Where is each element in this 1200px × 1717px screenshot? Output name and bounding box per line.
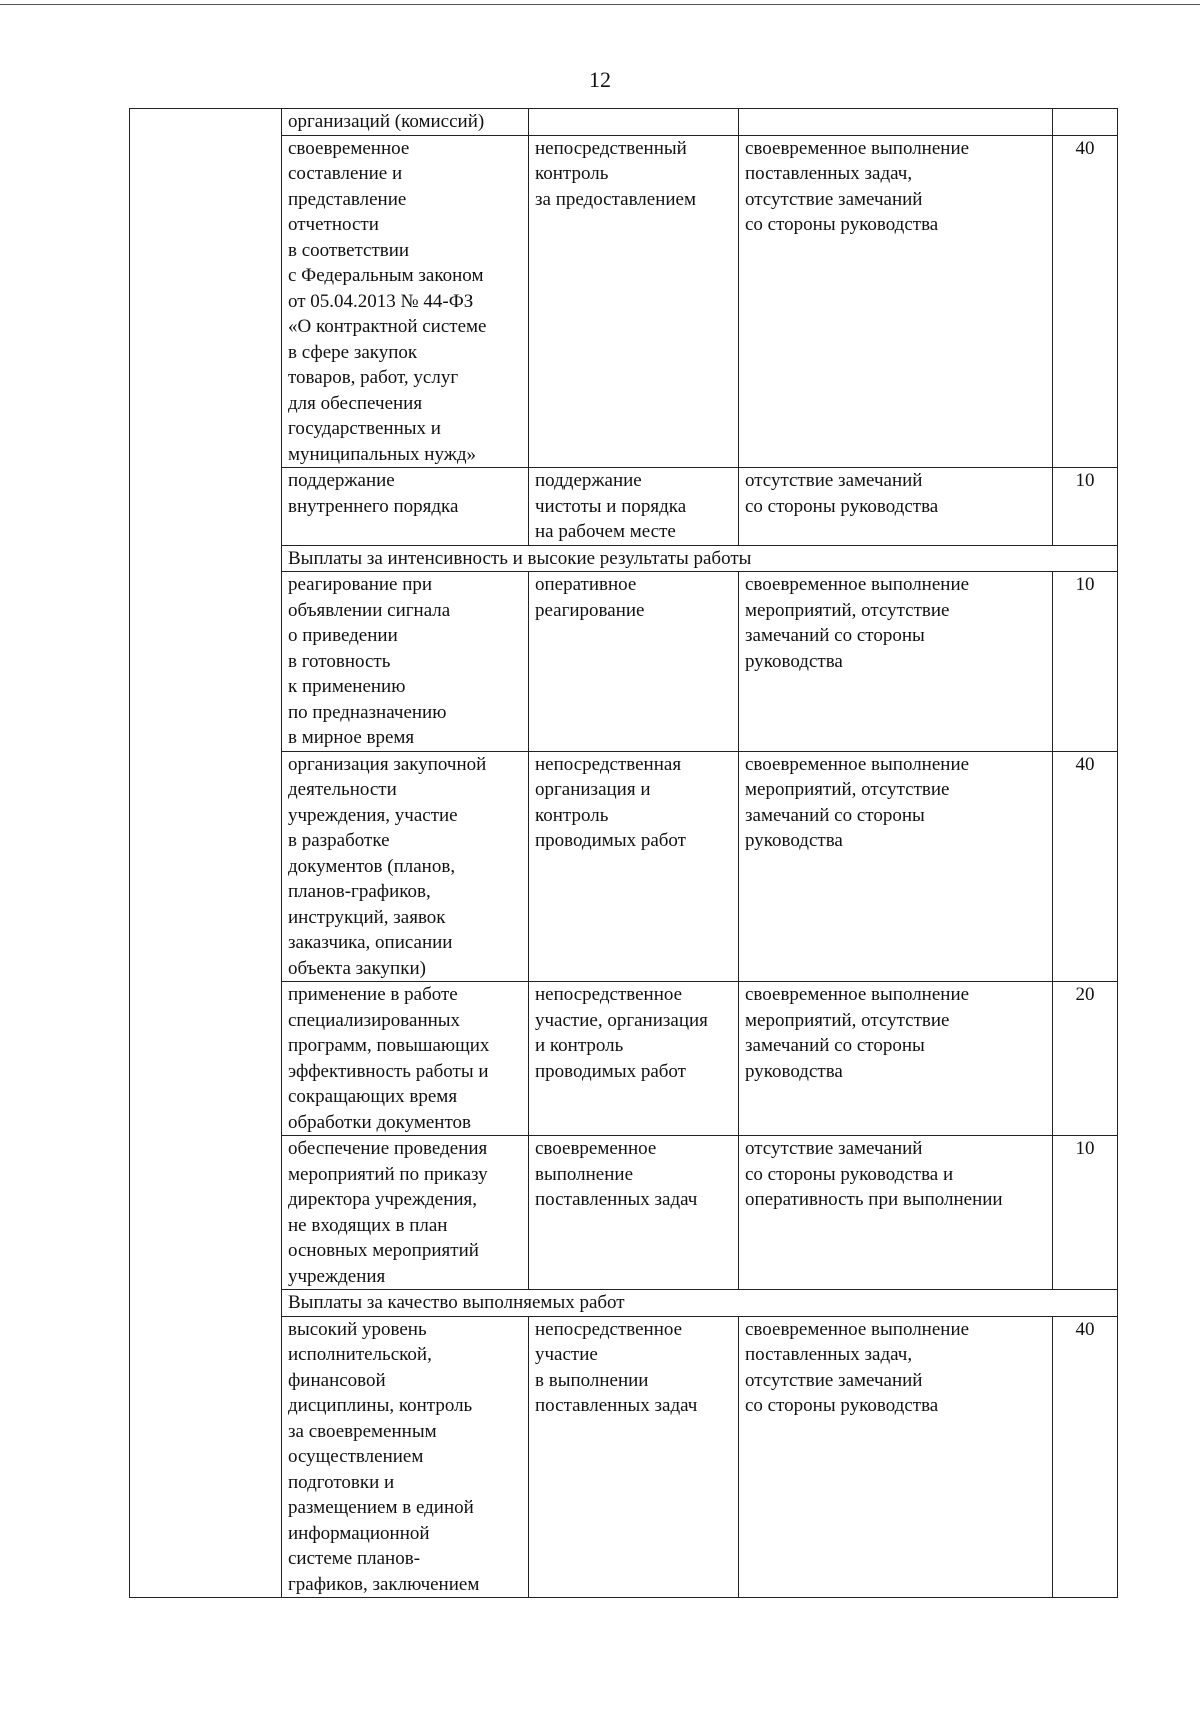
condition-cell: своевременное выполнение поставленных задач xyxy=(529,1136,739,1290)
percent-cell: 10 xyxy=(1053,572,1118,752)
indicator-cell: отсутствие замечаний со стороны руководства и оперативность при выполнении xyxy=(739,1136,1053,1290)
criterion-cell: своевременное составление и представление отчетности в соответствии с Федеральным законом от 05.04.2013 № 44-ФЗ «О контрактной системе в сфере закупок товаров, работ, услуг для обеспечения государственных и муниципальных нужд» xyxy=(282,135,529,468)
criterion-cell: обеспечение проведения мероприятий по приказу директора учреждения, не входящих в план основных мероприятий учреждения xyxy=(282,1136,529,1290)
section-heading-quality: Выплаты за качество выполняемых работ xyxy=(282,1290,1118,1317)
payments-criteria-table xyxy=(129,108,1118,1598)
top-edge-rule xyxy=(0,4,1200,5)
criterion-cell: реагирование при объявлении сигнала о приведении в готовность к применению по предназначению в мирное время xyxy=(282,572,529,752)
condition-cell: оперативное реагирование xyxy=(529,572,739,752)
position-column-cell xyxy=(130,109,282,1598)
indicator-cell: своевременное выполнение поставленных задач, отсутствие замечаний со стороны руководства xyxy=(739,135,1053,468)
percent-cell: 20 xyxy=(1053,982,1118,1136)
criterion-cell: организаций (комиссий) xyxy=(282,109,529,136)
percent-cell: 40 xyxy=(1053,1316,1118,1598)
percent-cell: 40 xyxy=(1053,751,1118,982)
condition-cell: непосредственная организация и контроль проводимых работ xyxy=(529,751,739,982)
indicator-cell: отсутствие замечаний со стороны руководства xyxy=(739,468,1053,546)
percent-cell: 40 xyxy=(1053,135,1118,468)
percent-cell: 10 xyxy=(1053,468,1118,546)
criterion-cell: поддержание внутреннего порядка xyxy=(282,468,529,546)
table-row xyxy=(130,109,1118,136)
indicator-cell: своевременное выполнение поставленных задач, отсутствие замечаний со стороны руководства xyxy=(739,1316,1053,1598)
condition-cell: поддержание чистоты и порядка на рабочем месте xyxy=(529,468,739,546)
condition-cell: непосредственное участие в выполнении поставленных задач xyxy=(529,1316,739,1598)
criterion-cell: высокий уровень исполнительской, финансовой дисциплины, контроль за своевременным осуществлением подготовки и размещением в единой информационной системе планов- графиков, заключением xyxy=(282,1316,529,1598)
section-heading-intensity: Выплаты за интенсивность и высокие результаты работы xyxy=(282,545,1118,572)
condition-cell: непосредственный контроль за предоставлением xyxy=(529,135,739,468)
page-number: 12 xyxy=(589,67,611,92)
percent-cell xyxy=(1053,109,1118,136)
indicator-cell: своевременное выполнение мероприятий, отсутствие замечаний со стороны руководства xyxy=(739,572,1053,752)
indicator-cell: своевременное выполнение мероприятий, отсутствие замечаний со стороны руководства xyxy=(739,982,1053,1136)
indicator-cell: своевременное выполнение мероприятий, отсутствие замечаний со стороны руководства xyxy=(739,751,1053,982)
condition-cell: непосредственное участие, организация и контроль проводимых работ xyxy=(529,982,739,1136)
criterion-cell: применение в работе специализированных программ, повышающих эффективность работы и сокращающих время обработки документов xyxy=(282,982,529,1136)
indicator-cell xyxy=(739,109,1053,136)
criterion-cell: организация закупочной деятельности учреждения, участие в разработке документов (планов, планов-графиков, инструкций, заявок заказчика, описании объекта закупки) xyxy=(282,751,529,982)
condition-cell xyxy=(529,109,739,136)
percent-cell: 10 xyxy=(1053,1136,1118,1290)
